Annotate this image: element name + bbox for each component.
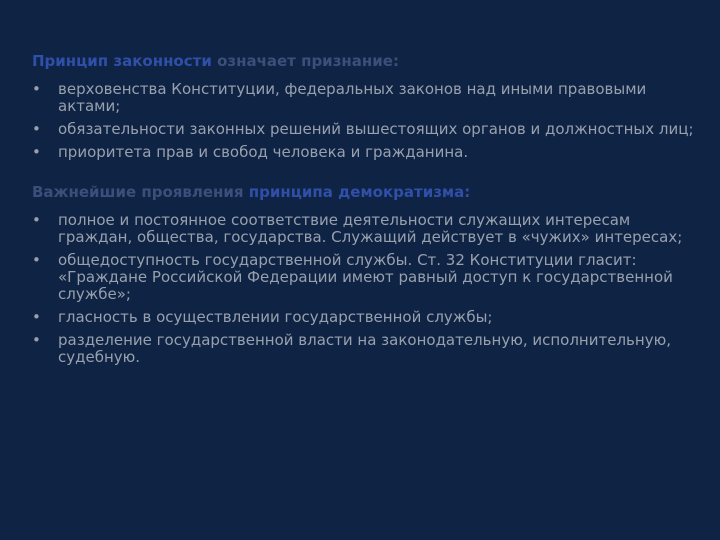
section-heading-legality (32, 52, 698, 71)
bullet-icon: • (32, 80, 41, 98)
bullet-icon: • (32, 211, 41, 229)
list-item-text: гласность в осуществлении государственной службы; (58, 308, 493, 326)
list-item-text: обязательности законных решений вышестоящих органов и должностных лиц; (58, 120, 694, 138)
legality-list (32, 81, 698, 161)
list-item (32, 309, 698, 326)
list-item-text: разделение государственной власти на законодательную, исполнительную, судебную. (58, 331, 671, 366)
bullet-icon: • (32, 143, 41, 161)
list-item (32, 81, 698, 115)
democracy-list (32, 212, 698, 366)
list-item-text: полное и постоянное соответствие деятельности служащих интересам граждан, общества, государства. Служащий действует в «чужих» интересах; (58, 211, 683, 246)
section-heading-democracy (32, 183, 698, 202)
heading-text: Важнейшие проявления (32, 183, 249, 201)
heading-text: означает признание: (211, 52, 399, 70)
list-item-text: верховенства Конституции, федеральных законов над иными правовыми актами; (58, 80, 647, 115)
bullet-icon: • (32, 331, 41, 349)
list-item (32, 121, 698, 138)
slide-content (32, 52, 698, 384)
list-item (32, 252, 698, 303)
list-item-text: приоритета прав и свобод человека и гражданина. (58, 143, 469, 161)
heading-strong: Принцип законности (32, 52, 212, 70)
bullet-icon: • (32, 120, 41, 138)
bullet-icon: • (32, 308, 41, 326)
heading-strong: принципа демократизма: (248, 183, 471, 201)
bullet-icon: • (32, 251, 41, 269)
list-item (32, 212, 698, 246)
list-item (32, 144, 698, 161)
list-item-text: общедоступность государственной службы. Ст. 32 Конституции гласит: «Граждане Российской Федерации имеют равный доступ к государственной службе»; (58, 251, 673, 303)
list-item (32, 332, 698, 366)
